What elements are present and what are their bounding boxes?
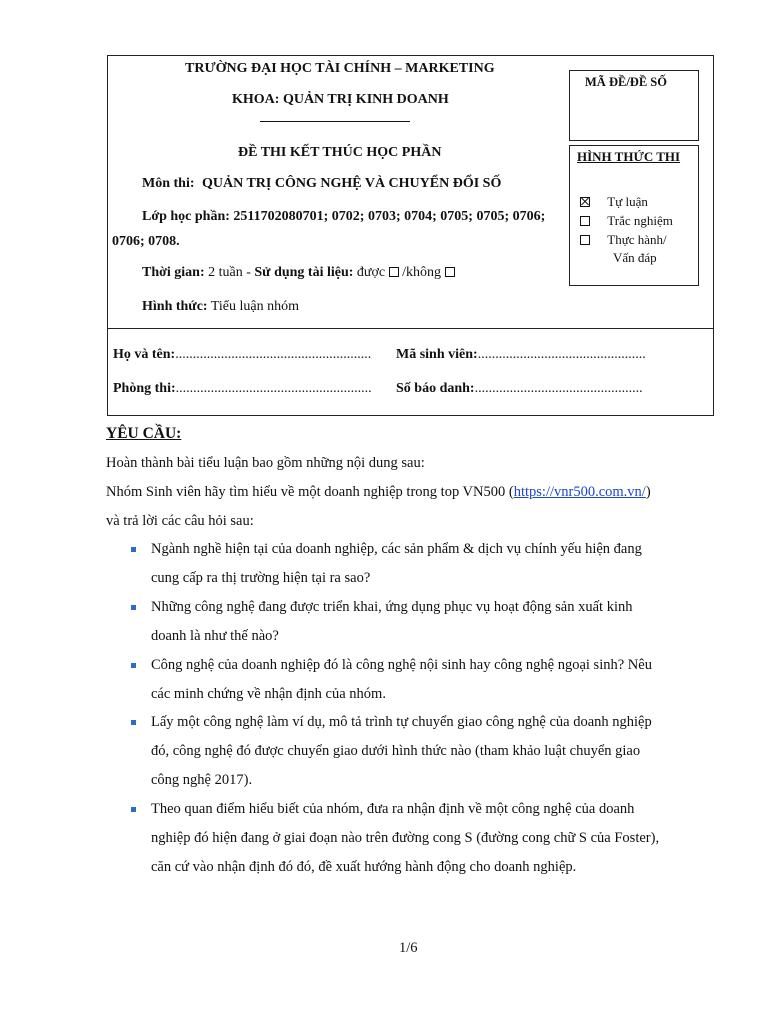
question-3-line-1: Công nghệ của doanh nghiệp đó là công nghệ nội sinh hay công nghệ ngoại sinh? Nêu (151, 657, 652, 673)
requirements-task-text: Nhóm Sinh viên hãy tìm hiểu về một doanh nghiệp trong top VN500 ( (106, 484, 514, 500)
seat-number-field[interactable]: ................................................ (474, 381, 643, 396)
question-4-line-1: Lấy một công nghệ làm ví dụ, mô tả trình tự chuyển giao công nghệ của doanh nghiệp (151, 714, 652, 730)
question-4-line-2: đó, công nghệ đó được chuyển giao dưới hình thức nào (tham khảo luật chuyển giao (151, 743, 641, 759)
student-id-label: Mã sinh viên: (396, 347, 478, 362)
exam-room-label: Phòng thi: (113, 381, 176, 396)
class-value-line2: 0706; 0708. (112, 234, 180, 249)
form-label: Hình thức: (142, 299, 208, 314)
student-id-row (396, 347, 646, 363)
question-5-line-2: nghiệp đó hiện đang ở giai đoạn nào trên đường cong S (đường cong chữ S của Foster), (151, 830, 660, 846)
exam-code-label: MÃ ĐỀ/ĐỀ SỐ (585, 75, 667, 89)
seat-number-label: Số báo danh: (396, 381, 475, 396)
question-3-line-2: các minh chứng về nhận định của nhóm. (151, 686, 386, 702)
student-id-field[interactable]: ................................................ (477, 347, 646, 362)
bullet-icon (131, 605, 136, 610)
time-row (142, 265, 455, 281)
student-name-row (113, 347, 371, 363)
exam-room-row (113, 381, 372, 397)
university-name: TRƯỜNG ĐẠI HỌC TÀI CHÍNH – MARKETING (185, 61, 495, 76)
form-value: Tiểu luận nhóm (210, 299, 299, 314)
bullet-icon (131, 547, 136, 552)
page-number: 1/6 (399, 940, 418, 956)
time-value: 2 tuần - (208, 265, 251, 280)
faculty-name: KHOA: QUẢN TRỊ KINH DOANH (232, 92, 449, 107)
exam-type-option-essay[interactable] (580, 194, 648, 210)
exam-type-option-practical[interactable] (580, 232, 667, 248)
faculty-underline (260, 121, 410, 122)
exam-title: ĐỀ THI KẾT THÚC HỌC PHẦN (238, 145, 442, 160)
question-4-line-3: công nghệ 2017). (151, 772, 253, 788)
subject-label: Môn thi: (142, 176, 195, 191)
requirements-heading: YÊU CẦU: (106, 425, 182, 442)
seat-number-row (396, 381, 643, 397)
student-name-label: Họ và tên: (113, 347, 176, 362)
exam-type-option-label: Thực hành/ (607, 232, 667, 247)
materials-not-checkbox-icon[interactable] (445, 267, 455, 277)
checked-checkbox-icon[interactable] (580, 197, 590, 207)
student-name-field[interactable]: ........................................................ (175, 347, 372, 362)
question-2-line-1: Những công nghệ đang được triển khai, ứng dụng phục vụ hoạt động sản xuất kinh (151, 599, 633, 615)
class-row (142, 209, 545, 225)
bullet-icon (131, 720, 136, 725)
exam-type-option-label: Tự luận (607, 194, 648, 209)
materials-label: Sử dụng tài liệu: (254, 265, 354, 280)
class-value-line1: 2511702080701; 0702; 0703; 0704; 0705; 0705; 0706; (233, 209, 546, 224)
vnr500-link[interactable]: https://vnr500.com.vn/ (513, 484, 646, 500)
materials-allowed: được (356, 265, 386, 280)
requirements-task-line (106, 484, 651, 501)
exam-type-option-multiple-choice[interactable] (580, 213, 673, 229)
class-label: Lớp học phần: (142, 209, 230, 224)
question-2-line-2: doanh là như thế nào? (151, 628, 279, 644)
subject-row (142, 176, 501, 192)
question-1-line-2: cung cấp ra thị trường hiện tại ra sao? (151, 570, 371, 586)
requirements-task-close: ) (645, 484, 651, 500)
header-divider (107, 328, 713, 329)
bullet-icon (131, 663, 136, 668)
requirements-answer-line: và trả lời các câu hỏi sau: (106, 513, 254, 529)
time-label: Thời gian: (142, 265, 205, 280)
question-1-line-1: Ngành nghề hiện tại của doanh nghiệp, các sản phẩm & dịch vụ chính yếu hiện đang (151, 541, 642, 557)
bullet-icon (131, 807, 136, 812)
materials-allowed-checkbox-icon[interactable] (389, 267, 399, 277)
exam-type-title: HÌNH THỨC THI (577, 149, 681, 164)
question-5-line-1: Theo quan điểm hiểu biết của nhóm, đưa ra nhận định về một công nghệ của doanh (151, 801, 635, 817)
materials-not: /không (402, 265, 442, 280)
exam-type-option-practical-line2: Vấn đáp (613, 250, 657, 265)
subject-value: QUẢN TRỊ CÔNG NGHỆ VÀ CHUYỂN ĐỔI SỐ (202, 176, 502, 191)
form-row (142, 299, 299, 315)
exam-type-option-label: Trắc nghiệm (607, 213, 673, 228)
requirements-intro: Hoàn thành bài tiểu luận bao gồm những nội dung sau: (106, 455, 425, 471)
question-5-line-3: căn cứ vào nhận định đó đó, đề xuất hướng hành động cho doanh nghiệp. (151, 859, 577, 875)
checkbox-icon[interactable] (580, 235, 590, 245)
exam-room-field[interactable]: ........................................................ (175, 381, 372, 396)
checkbox-icon[interactable] (580, 216, 590, 226)
